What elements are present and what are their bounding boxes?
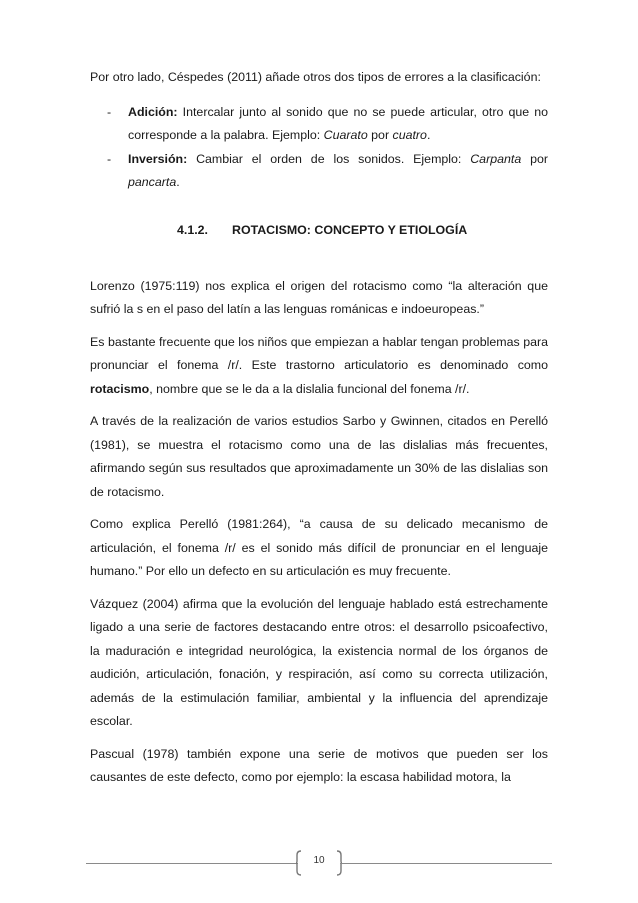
- list-bullet: -: [107, 104, 112, 119]
- footer-rule-left: [86, 863, 298, 864]
- example-word: cuatro: [392, 128, 427, 142]
- section-title: ROTACISMO: CONCEPTO Y ETIOLOGÍA: [232, 222, 468, 237]
- term-inversion: Inversión:: [128, 151, 188, 166]
- paragraph-rotacismo-definition: Es bastante frecuente que los niños que empiezan a hablar tengan problemas para pronunciar el fonema /r/. Este trastorno articulatorio es denominado como rotacismo, nombre que se le da a la dislalia funcional del fonema /r/.: [90, 334, 548, 396]
- section-heading: [90, 223, 548, 247]
- example-word: pancarta: [128, 175, 177, 189]
- paragraph-lorenzo: Lorenzo (1975:119) nos explica el origen del rotacismo como “la alteración que sufrió la s en el paso del latín a las lenguas románicas e indoeuropeas.”: [90, 278, 548, 316]
- list-item-adicion: - Adición: Intercalar junto al sonido que no se puede articular, otro que no corresponde a la palabra. Ejemplo: Cuarato por cuatro.: [90, 101, 548, 148]
- paragraph-vazquez: Vázquez (2004) afirma que la evolución del lenguaje hablado está estrechamente ligado a una serie de factores destacando entre otros: el desarrollo psicoafectivo, la maduración e integridad neurológica, la existencia normal de los órganos de audición, articulación, fonación, y respiración, así como su correcta utilización, además de la estimulación familiar, ambiental y la influencia del aprendizaje escolar.: [90, 596, 548, 728]
- paragraph-perello: Como explica Perelló (1981:264), “a causa de su delicado mecanismo de articulación, el fonema /r/ es el sonido más difícil de pronunciar en el lenguaje humano.” Por ello un defecto en su articulación es muy frecuente.: [90, 517, 548, 578]
- example-word: Carpanta: [470, 151, 522, 166]
- paragraph-pascual: Pascual (1978) también expone una serie de motivos que pueden ser los causantes de este defecto, como por ejemplo: la escasa habilidad motora, la: [90, 746, 548, 784]
- definition-adicion: Intercalar junto al sonido que no se puede articular, otro que no corresponde a la palabra. Ejemplo:: [128, 104, 548, 142]
- bold-term: rotacismo: [90, 381, 150, 396]
- page-number: 10: [313, 855, 325, 866]
- error-types-list: [90, 101, 548, 195]
- page-body: [90, 66, 548, 790]
- section-number: 4.1.2.: [177, 222, 209, 237]
- list-bullet: -: [107, 151, 112, 166]
- paragraph-sarbo-gwinnen: A través de la realización de varios estudios Sarbo y Gwinnen, citados en Perelló (1981), se muestra el rotacismo como una de las dislalias más frecuentes, afirmando según sus resultados que aproximadamente un 30% de las dislalias son de rotacismo.: [90, 414, 548, 499]
- list-item-inversion: - Inversión: Cambiar el orden de los sonidos. Ejemplo: Carpanta por pancarta.: [90, 148, 548, 195]
- page-footer: [86, 850, 552, 880]
- intro-paragraph: Por otro lado, Céspedes (2011) añade otros dos tipos de errores a la clasificación:: [90, 70, 541, 84]
- definition-inversion: Cambiar el orden de los sonidos. Ejemplo:: [187, 151, 471, 166]
- term-adicion: Adición:: [128, 104, 178, 119]
- footer-rule-right: [340, 863, 552, 864]
- example-word: Cuarato: [323, 128, 368, 142]
